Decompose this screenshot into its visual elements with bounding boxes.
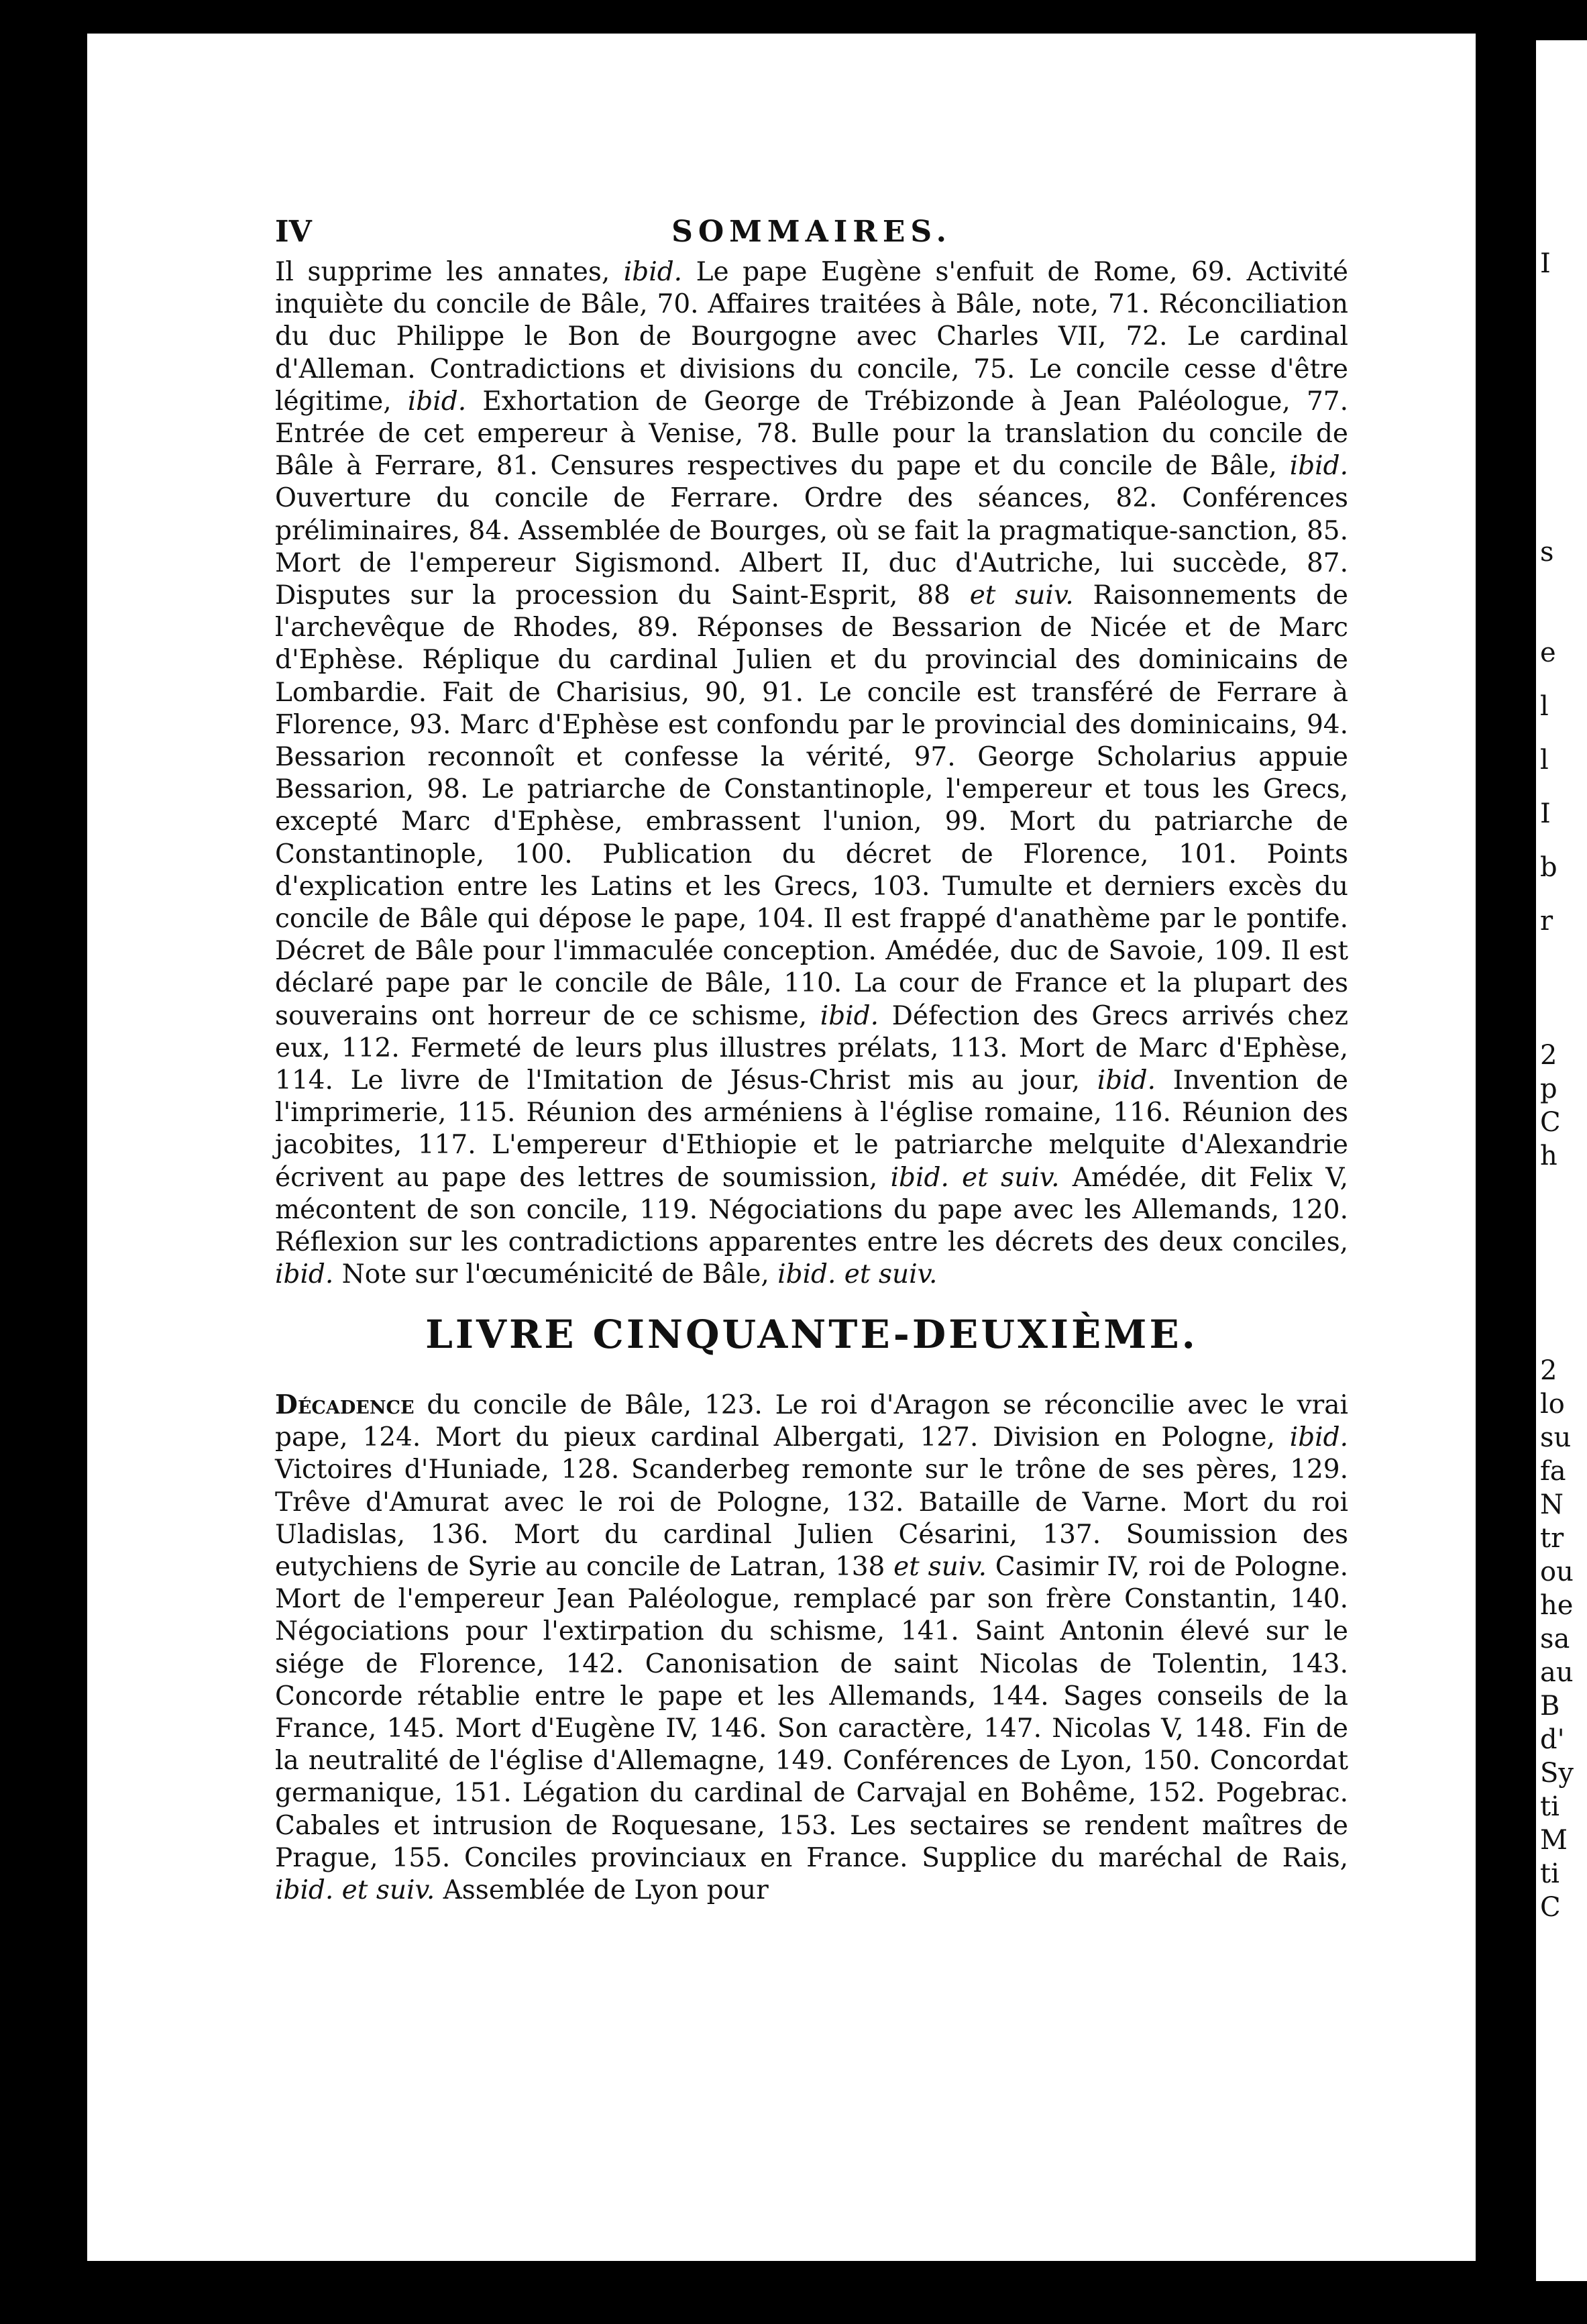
margin-fragment: N: [1540, 1489, 1564, 1520]
margin-fragment: sa: [1540, 1624, 1570, 1654]
margin-fragment: s: [1540, 537, 1554, 568]
margin-fragment: au: [1540, 1657, 1574, 1688]
margin-fragment: 2: [1540, 1355, 1557, 1386]
margin-fragment: d': [1540, 1724, 1565, 1755]
margin-fragment: ti: [1540, 1858, 1559, 1889]
adjacent-page-edge: [1536, 40, 1587, 2281]
margin-fragment: l: [1540, 691, 1549, 722]
margin-fragment: I: [1540, 248, 1551, 279]
summary-paragraph-previous-book: Il supprime les annates, ibid. Le pape Eugène s'enfuit de Rome, 69. Activité inquiète du concile de Bâle, 70. Affaires traitées à Bâle, note, 71. Réconciliation du duc Philippe le Bon de Bourgogne avec Charles VII, 72. Le cardinal d'Alleman. Contradictions et divisions du concile, 75. Le concile cesse d'être légitime, ibid. Exhortation de George de Trébizonde à Jean Paléologue, 77. Entrée de cet empereur à Venise, 78. Bulle pour la translation du concile de Bâle à Ferrare, 81. Censures respectives du pape et du concile de Bâle, ibid. Ouverture du concile de Ferrare. Ordre des séances, 82. Conférences préliminaires, 84. Assemblée de Bourges, où se fait la pragmatique-sanction, 85. Mort de l'empereur Sigismond. Albert II, duc d'Autriche, lui succède, 87. Disputes sur la procession du Saint-Esprit, 88 et suiv. Raisonnements de l'archevêque de Rhodes, 89. Réponses de Bessarion de Nicée et de Marc d'Ephèse. Réplique du cardinal Julien et du provincial des dominicains de Lombardie. Fait de Charisius, 90, 91. Le concile est transféré de Ferrare à Florence, 93. Marc d'Ephèse est confondu par le provincial des dominicains, 94. Bessarion reconnoît et confesse la vérité, 97. George Scholarius appuie Bessarion, 98. Le patriarche de Constantinople, l'empereur et tous les Grecs, excepté Marc d'Ephèse, embrassent l'union, 99. Mort du patriarche de Constantinople, 100. Publication du décret de Florence, 101. Points d'explication entre les Latins et les Grecs, 103. Tumulte et derniers excès du concile de Bâle qui dépose le pape, 104. Il est frappé d'anathème par le pontife. Décret de Bâle pour l'immaculée conception. Amédée, duc de Savoie, 109. Il est déclaré pape par le concile de Bâle, 110. La cour de France et la plupart des souverains ont horreur de ce schisme, ibid. Défection des Grecs arrivés chez eux, 112. Fermeté de leurs plus illustres prélats, 113. Mort de Marc d'Ephèse, 114. Le livre de l'Imitation de Jésus-Christ mis au jour, ibid. Invention de l'imprimerie, 115. Réunion des arméniens à l'église romaine, 116. Réunion des jacobites, 117. L'empereur d'Ethiopie et le patriarche melquite d'Alexandrie écrivent au pape des lettres de soumission, ibid. et suiv. Amédée, dit Felix V, mécontent de son concile, 119. Négociations du pape avec les Allemands, 120. Réflexion sur les contradictions apparentes entre les décrets des deux conciles, ibid. Note sur l'œcuménicité de Bâle, ibid. et suiv.: [275, 257, 1349, 1290]
margin-fragment: he: [1540, 1590, 1574, 1621]
summary-paragraph-book-52: Décadence du concile de Bâle, 123. Le roi d'Aragon se réconcilie avec le vrai pape, 124. Mort du pieux cardinal Albergati, 127. Division en Pologne, ibid. Victoires d'Huniade, 128. Scanderbeg remonte sur le trône de ses pères, 129. Trêve d'Amurat avec le roi de Pologne, 132. Bataille de Varne. Mort du roi Uladislas, 136. Mort du cardinal Julien Césarini, 137. Soumission des eutychiens de Syrie au concile de Latran, 138 et suiv. Casimir IV, roi de Pologne. Mort de l'empereur Jean Paléologue, remplacé par son frère Constantin, 140. Négociations pour l'extirpation du schisme, 141. Saint Antonin élevé sur le siége de Florence, 142. Canonisation de saint Nicolas de Tolentin, 143. Concorde rétablie entre le pape et les Allemands, 144. Sages conseils de la France, 145. Mort d'Eugène IV, 146. Son caractère, 147. Nicolas V, 148. Fin de la neutralité de l'église d'Allemagne, 149. Conférences de Lyon, 150. Concordat germanique, 151. Légation du cardinal de Carvajal en Bohême, 152. Pogebrac. Cabales et intrusion de Roquesane, 153. Les sectaires se rendent maîtres de Prague, 155. Conciles provinciaux en France. Supplice du maréchal de Rais, ibid. et suiv. Assemblée de Lyon pour: [275, 1389, 1349, 1906]
book-title: LIVRE CINQUANTE-DEUXIÈME.: [425, 1312, 1198, 1357]
margin-fragment: M: [1540, 1825, 1568, 1856]
margin-fragment: b: [1540, 852, 1557, 883]
margin-fragment: I: [1540, 798, 1551, 829]
page-header: [275, 215, 1348, 255]
margin-fragment: B: [1540, 1691, 1560, 1722]
margin-fragment: fa: [1540, 1456, 1566, 1487]
margin-fragment: Sy: [1540, 1758, 1574, 1789]
running-title: SOMMAIRES.: [671, 215, 952, 249]
page-number: IV: [275, 215, 312, 249]
margin-fragment: lo: [1540, 1389, 1565, 1420]
margin-fragment: e: [1540, 637, 1556, 668]
lead-word: Décadence: [275, 1389, 415, 1420]
margin-fragment: r: [1540, 906, 1553, 937]
margin-fragment: l: [1540, 745, 1549, 776]
margin-fragment: ou: [1540, 1556, 1574, 1587]
margin-fragment: tr: [1540, 1523, 1564, 1554]
margin-fragment: h: [1540, 1141, 1557, 1171]
margin-fragment: C: [1540, 1107, 1561, 1138]
margin-fragment: C: [1540, 1892, 1561, 1923]
margin-fragment: ti: [1540, 1791, 1559, 1822]
margin-fragment: p: [1540, 1073, 1557, 1104]
margin-fragment: 2: [1540, 1040, 1557, 1071]
margin-fragment: su: [1540, 1422, 1572, 1453]
